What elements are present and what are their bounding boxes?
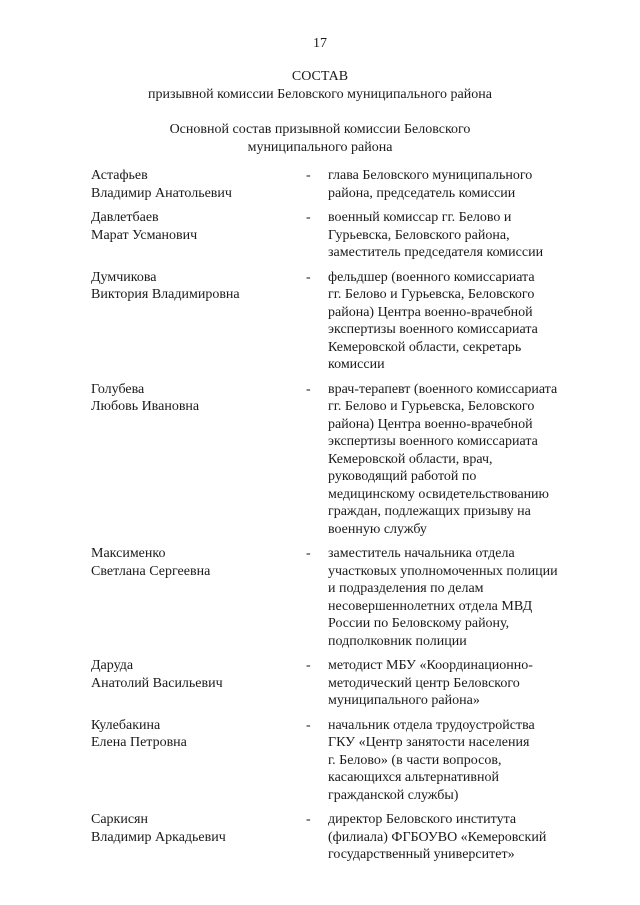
member-row <box>0 717 640 805</box>
member-role-line: района) Центра военно-врачебной <box>328 416 533 432</box>
document-subtitle: призывной комиссии Беловского муниципального района <box>148 87 492 102</box>
member-role-line: России по Беловскому району, <box>328 616 510 631</box>
member-role-line: подполковник полиции <box>328 633 467 649</box>
member-name <box>91 269 291 304</box>
member-dash: - <box>306 168 311 183</box>
member-name-line: Любовь Ивановна <box>91 399 200 414</box>
member-role-line: и подразделения по делам <box>328 581 484 596</box>
member-name-line: Анатолий Васильевич <box>91 675 223 691</box>
member-name-line: Давлетбаев <box>91 210 159 225</box>
member-role <box>328 269 588 374</box>
member-dash: - <box>306 717 311 733</box>
member-name-line: Елена Петровна <box>91 735 187 750</box>
member-name <box>91 381 291 416</box>
member-role-line: заместитель председателя комиссии <box>328 245 544 260</box>
section-title <box>0 121 640 157</box>
member-role-line: комиссии <box>328 357 385 372</box>
member-role-line: Гурьевска, Беловского района, <box>328 227 510 243</box>
member-role-line: военный комиссар гг. Белово и <box>328 210 512 225</box>
member-role-line: несовершеннолетних отдела МВД <box>328 598 533 614</box>
member-name <box>91 657 291 692</box>
members-list <box>0 167 640 871</box>
member-role-line: государственный университет» <box>328 847 515 862</box>
document-title: СОСТАВ <box>291 69 349 84</box>
member-name <box>91 545 291 580</box>
member-role-line: граждан, подлежащих призыву на <box>328 504 531 519</box>
member-name <box>91 717 291 752</box>
page-number: 17 <box>313 36 327 51</box>
member-role-line: гг. Белово и Гурьевска, Беловского <box>328 287 535 302</box>
member-role-line: методический центр Беловского <box>328 675 520 691</box>
member-row <box>0 209 640 262</box>
member-role-line: гражданской службы) <box>328 787 459 803</box>
member-name-line: Владимир Анатольевич <box>91 185 232 201</box>
member-role-line: военную службу <box>328 521 427 537</box>
member-role <box>328 657 588 710</box>
member-role-line: руководящий работой по <box>328 469 477 484</box>
member-dash: - <box>306 381 311 397</box>
member-name <box>91 811 291 846</box>
member-dash: - <box>306 210 311 225</box>
member-role-line: экспертизы военного комиссариата <box>328 434 538 449</box>
member-name-line: Даруда <box>91 658 134 673</box>
member-name-line: Думчикова <box>91 269 157 285</box>
member-name <box>91 167 291 202</box>
member-name-line: Марат Усманович <box>91 227 198 243</box>
member-role <box>328 717 588 805</box>
member-name-line: Саркисян <box>91 812 148 827</box>
member-dash: - <box>306 812 311 827</box>
member-role-line: района, председатель комиссии <box>328 185 516 201</box>
member-name-line: Голубева <box>91 381 145 397</box>
member-role <box>328 209 588 262</box>
member-name-line: Светлана Сергеевна <box>91 563 211 579</box>
member-name-line: Кулебакина <box>91 717 161 733</box>
member-role-line: глава Беловского муниципального <box>328 168 533 183</box>
member-role-line: Кемеровской области, секретарь <box>328 339 522 355</box>
member-role-line: района) Центра военно-врачебной <box>328 304 533 320</box>
member-role-line: касающихся альтернативной <box>328 770 499 785</box>
member-dash: - <box>306 269 311 285</box>
member-name-line: Владимир Аркадьевич <box>91 829 226 845</box>
member-role-line: фельдшер (военного комиссариата <box>328 269 535 285</box>
member-row <box>0 811 640 864</box>
member-role-line: ГКУ «Центр занятости населения <box>328 735 530 750</box>
member-name-line: Виктория Владимировна <box>91 287 240 302</box>
member-name <box>91 209 291 244</box>
member-dash: - <box>306 658 311 673</box>
member-row <box>0 269 640 374</box>
section-title-line: муниципального района <box>247 140 393 155</box>
member-role-line: медицинскому освидетельствованию <box>328 486 550 502</box>
member-row <box>0 167 640 202</box>
member-role-line: экспертизы военного комиссариата <box>328 322 538 337</box>
member-role <box>328 167 588 202</box>
member-role-line: участковых уполномоченных полиции <box>328 563 558 579</box>
member-role-line: гг. Белово и Гурьевска, Беловского <box>328 399 535 414</box>
member-role <box>328 381 588 539</box>
member-row <box>0 381 640 539</box>
member-role-line: врач-терапевт (военного комиссариата <box>328 381 558 397</box>
member-role-line: заместитель начальника отдела <box>328 546 515 561</box>
member-role-line: Кемеровской области, врач, <box>328 451 493 467</box>
member-row <box>0 657 640 710</box>
member-role-line: (филиала) ФГБОУВО «Кемеровский <box>328 829 547 845</box>
section-title-line: Основной состав призывной комиссии Беловского <box>169 122 471 137</box>
member-role <box>328 811 588 864</box>
member-role-line: г. Белово» (в части вопросов, <box>328 752 502 768</box>
member-row <box>0 545 640 650</box>
member-role-line: методист МБУ «Координационно- <box>328 658 533 673</box>
member-role <box>328 545 588 650</box>
member-dash: - <box>306 546 311 561</box>
member-role-line: начальник отдела трудоустройства <box>328 717 535 733</box>
member-name-line: Максименко <box>91 546 166 561</box>
member-role-line: директор Беловского института <box>328 812 517 827</box>
member-name-line: Астафьев <box>91 168 148 183</box>
member-role-line: муниципального района» <box>328 693 480 708</box>
